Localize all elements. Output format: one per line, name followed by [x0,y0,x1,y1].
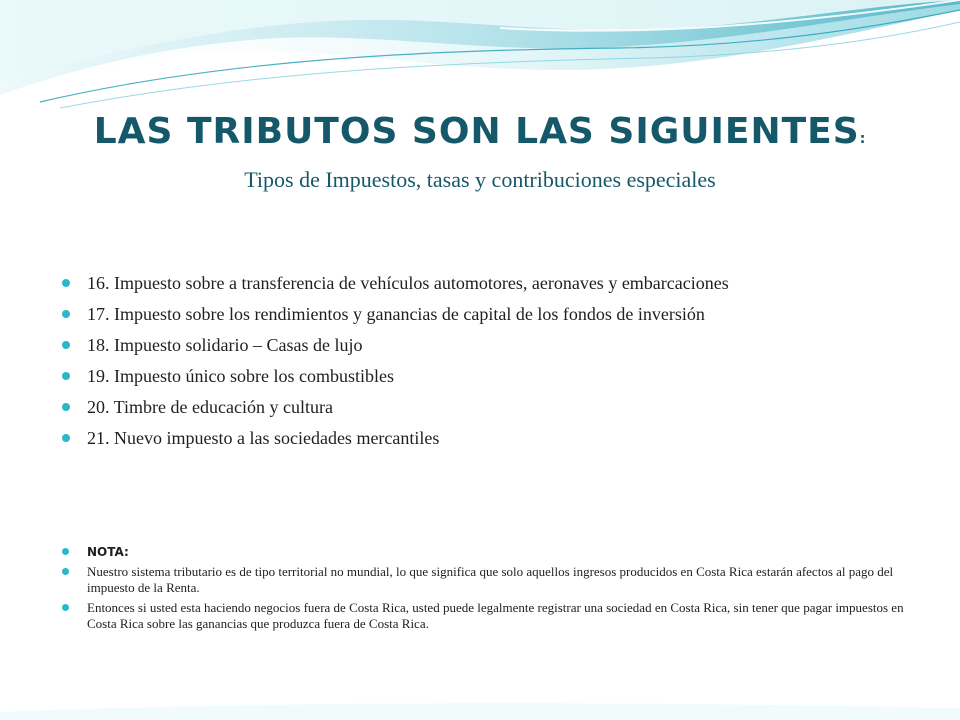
list-item-text: 21. Nuevo impuesto a las sociedades mercantiles [87,428,440,448]
note-paragraph [62,564,910,596]
note-list [62,544,910,636]
note-paragraph-text: Nuestro sistema tributario es de tipo territorial no mundial, lo que significa que solo aquellos ingresos producidos en Costa Rica estarán afectos al pago del impuesto de la Renta. [87,564,894,595]
note-paragraph-text: Entonces si usted esta haciendo negocios fuera de Costa Rica, usted puede legalmente registrar una sociedad en Costa Rica, sin tener que pagar impuestos en Costa Rica sobre las ganancias que produzca fuera de Costa Rica. [87,600,904,631]
list-item-text: 17. Impuesto sobre los rendimientos y ganancias de capital de los fondos de inversión [87,304,705,324]
list-item-text: 19. Impuesto único sobre los combustibles [87,366,394,386]
bullet-icon [62,403,70,411]
note-paragraph [62,600,910,632]
bullet-icon [62,372,70,380]
title-colon: : [859,131,867,147]
title-text: LAS TRIBUTOS SON LAS SIGUIENTES [93,111,860,152]
bullet-icon [62,604,69,611]
header-wave-decoration [0,0,960,120]
list-item [62,299,922,330]
list-item-text: 20. Timbre de educación y cultura [87,397,333,417]
slide-subtitle: Tipos de Impuestos, tasas y contribuciones especiales [244,167,716,192]
note-label-item [62,544,910,560]
bullet-icon [62,279,70,287]
list-item [62,392,922,423]
note-label: NOTA: [87,545,129,559]
list-item [62,330,922,361]
bullet-icon [62,341,70,349]
bullet-icon [62,568,69,575]
bullet-icon [62,310,70,318]
footer-wave-decoration [0,690,960,720]
list-item-text: 16. Impuesto sobre a transferencia de vehículos automotores, aeronaves y embarcaciones [87,273,729,293]
slide-title [40,112,920,159]
list-item [62,361,922,392]
bullet-icon [62,548,69,555]
list-item [62,423,922,454]
tax-list [62,268,922,454]
list-item-text: 18. Impuesto solidario – Casas de lujo [87,335,363,355]
list-item [62,268,922,299]
bullet-icon [62,434,70,442]
